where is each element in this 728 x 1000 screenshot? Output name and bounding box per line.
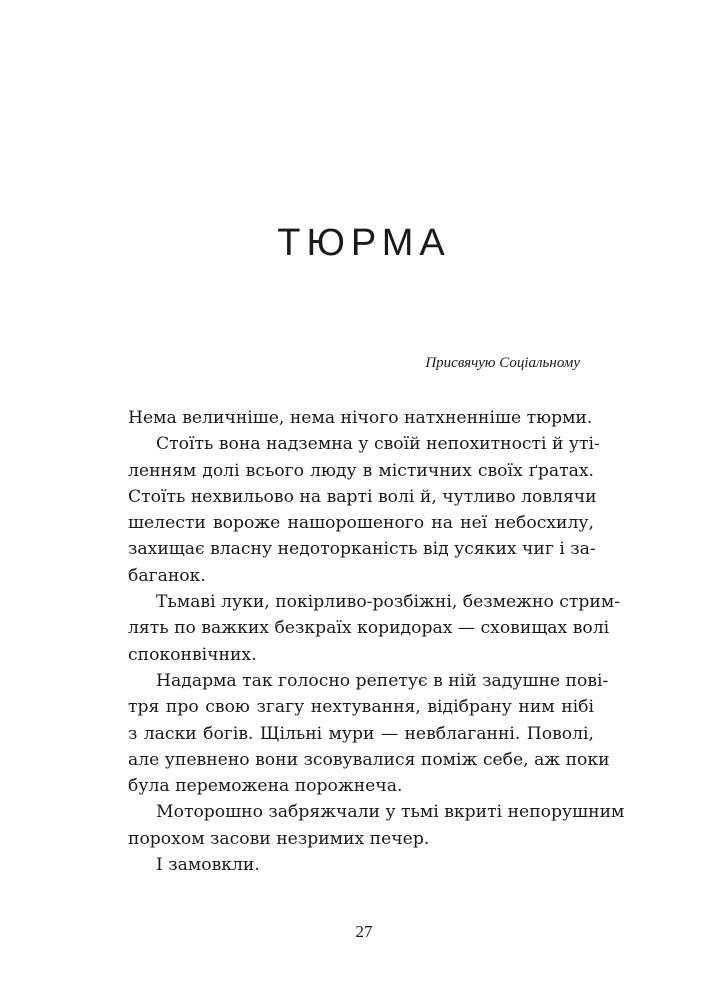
text-line: тря про свою згагу нехтування, відібрану ним нібі bbox=[128, 697, 594, 718]
chapter-title: ТЮРМА bbox=[277, 222, 451, 264]
text-line: лять по важких безкраїх коридорах — сховищах волі bbox=[128, 618, 610, 639]
text-line: порохом засови незримих печер. bbox=[128, 828, 430, 849]
text-line: Нема величніше, нема нічого натхненніше тюрми. bbox=[128, 408, 593, 428]
text-line: Надарма так голосно репетує в ній задушне пові- bbox=[156, 670, 609, 691]
dedication: Присвячую Соціальному bbox=[425, 355, 580, 371]
text-line: Моторошно забряжчали у тьмі вкриті непорушним bbox=[156, 802, 625, 823]
text-line: Стоїть вона надземна у своїй непохитності й уті- bbox=[156, 434, 600, 455]
text-line: була переможена порожнеча. bbox=[128, 776, 403, 797]
text-line: баганок. bbox=[128, 565, 206, 586]
text-line: шелести вороже нашорошеного на неї небосхилу, bbox=[128, 513, 594, 534]
text-line: І замовкли. bbox=[156, 855, 260, 876]
page-number: 27 bbox=[355, 922, 373, 941]
text-line: Стоїть нехвильово на варті волі й, чутливо ловлячи bbox=[128, 486, 597, 507]
text-line: з ласки богів. Щільні мури — невблаганні. Поволі, bbox=[128, 723, 594, 744]
text-line: споконвічних. bbox=[128, 644, 257, 665]
text-line: Тьмаві луки, покірливо-розбіжні, безмежно стрим- bbox=[156, 592, 621, 613]
text-line: але упевнено вони зсовувалися поміж себе, аж поки bbox=[128, 749, 610, 770]
body-text bbox=[128, 405, 625, 878]
text-line: ленням долі всього люду в містичних своїх ґратах. bbox=[128, 460, 594, 481]
text-line: захищає власну недоторканість від усяких чиг і за- bbox=[128, 539, 596, 560]
